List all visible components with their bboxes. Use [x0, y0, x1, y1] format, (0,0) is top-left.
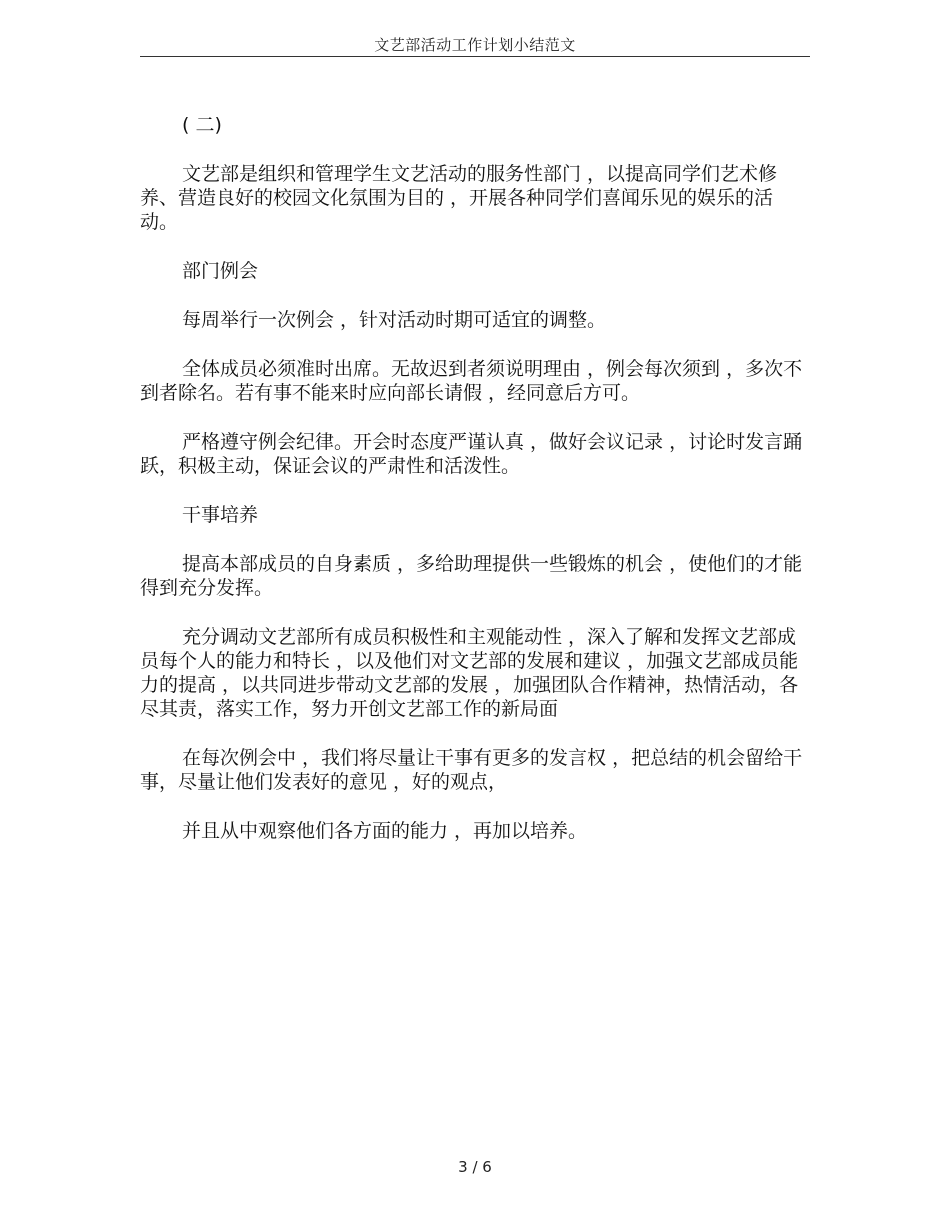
intro-paragraph: 文艺部是组织和管理学生文艺活动的服务性部门 ，以提高同学们艺术修养、营造良好的校园文化氛围为目的 ，开展各种同学们喜闻乐见的娱乐的活动。 — [140, 163, 778, 233]
paragraph-meeting-frequency: 每周举行一次例会 ，针对活动时期可适宜的调整。 — [182, 309, 607, 331]
document-body — [140, 113, 810, 868]
subheading-staff-training: 干事培养 — [182, 504, 259, 526]
page-number: 3 / 6 — [458, 1158, 492, 1176]
paragraph-observe-train: 并且从中观察他们各方面的能力 ，再加以培养。 — [182, 820, 588, 842]
paragraph-attendance-rules: 全体成员必须准时出席。无故迟到者须说明理由 ，例会每次须到 ，多次不到者除名。若有事不能来时应向部长请假 ，经同意后方可。 — [140, 358, 803, 404]
section-number: ( 二) — [182, 114, 222, 136]
paragraph-meeting-discipline: 严格遵守例会纪律。开会时态度严谨认真 ，做好会议记录 ，讨论时发言踊跃，积极主动，保证会议的严肃性和活泼性。 — [140, 431, 803, 477]
paragraph-mobilize-members: 充分调动文艺部所有成员积极性和主观能动性 ，深入了解和发挥文艺部成员每个人的能力和特长 ，以及他们对文艺部的发展和建议 ，加强文艺部成员能力的提高 ，以共同进步带动文艺部的发展 ，加强团队合作精神，热情活动，各尽其责，落实工作，努力开创文艺部工作的新局面 — [140, 626, 799, 720]
paragraph-improve-quality: 提高本部成员的自身素质 ，多给助理提供一些锻炼的机会 ，使他们的才能得到充分发挥。 — [140, 553, 803, 599]
header-divider — [140, 56, 810, 57]
subheading-department-meeting: 部门例会 — [182, 260, 259, 282]
page-header-title: 文艺部活动工作计划小结范文 — [374, 36, 576, 54]
paragraph-meeting-speaking: 在每次例会中 ，我们将尽量让干事有更多的发言权 ，把总结的机会留给干事，尽量让他们发表好的意见 ，好的观点， — [140, 747, 803, 793]
